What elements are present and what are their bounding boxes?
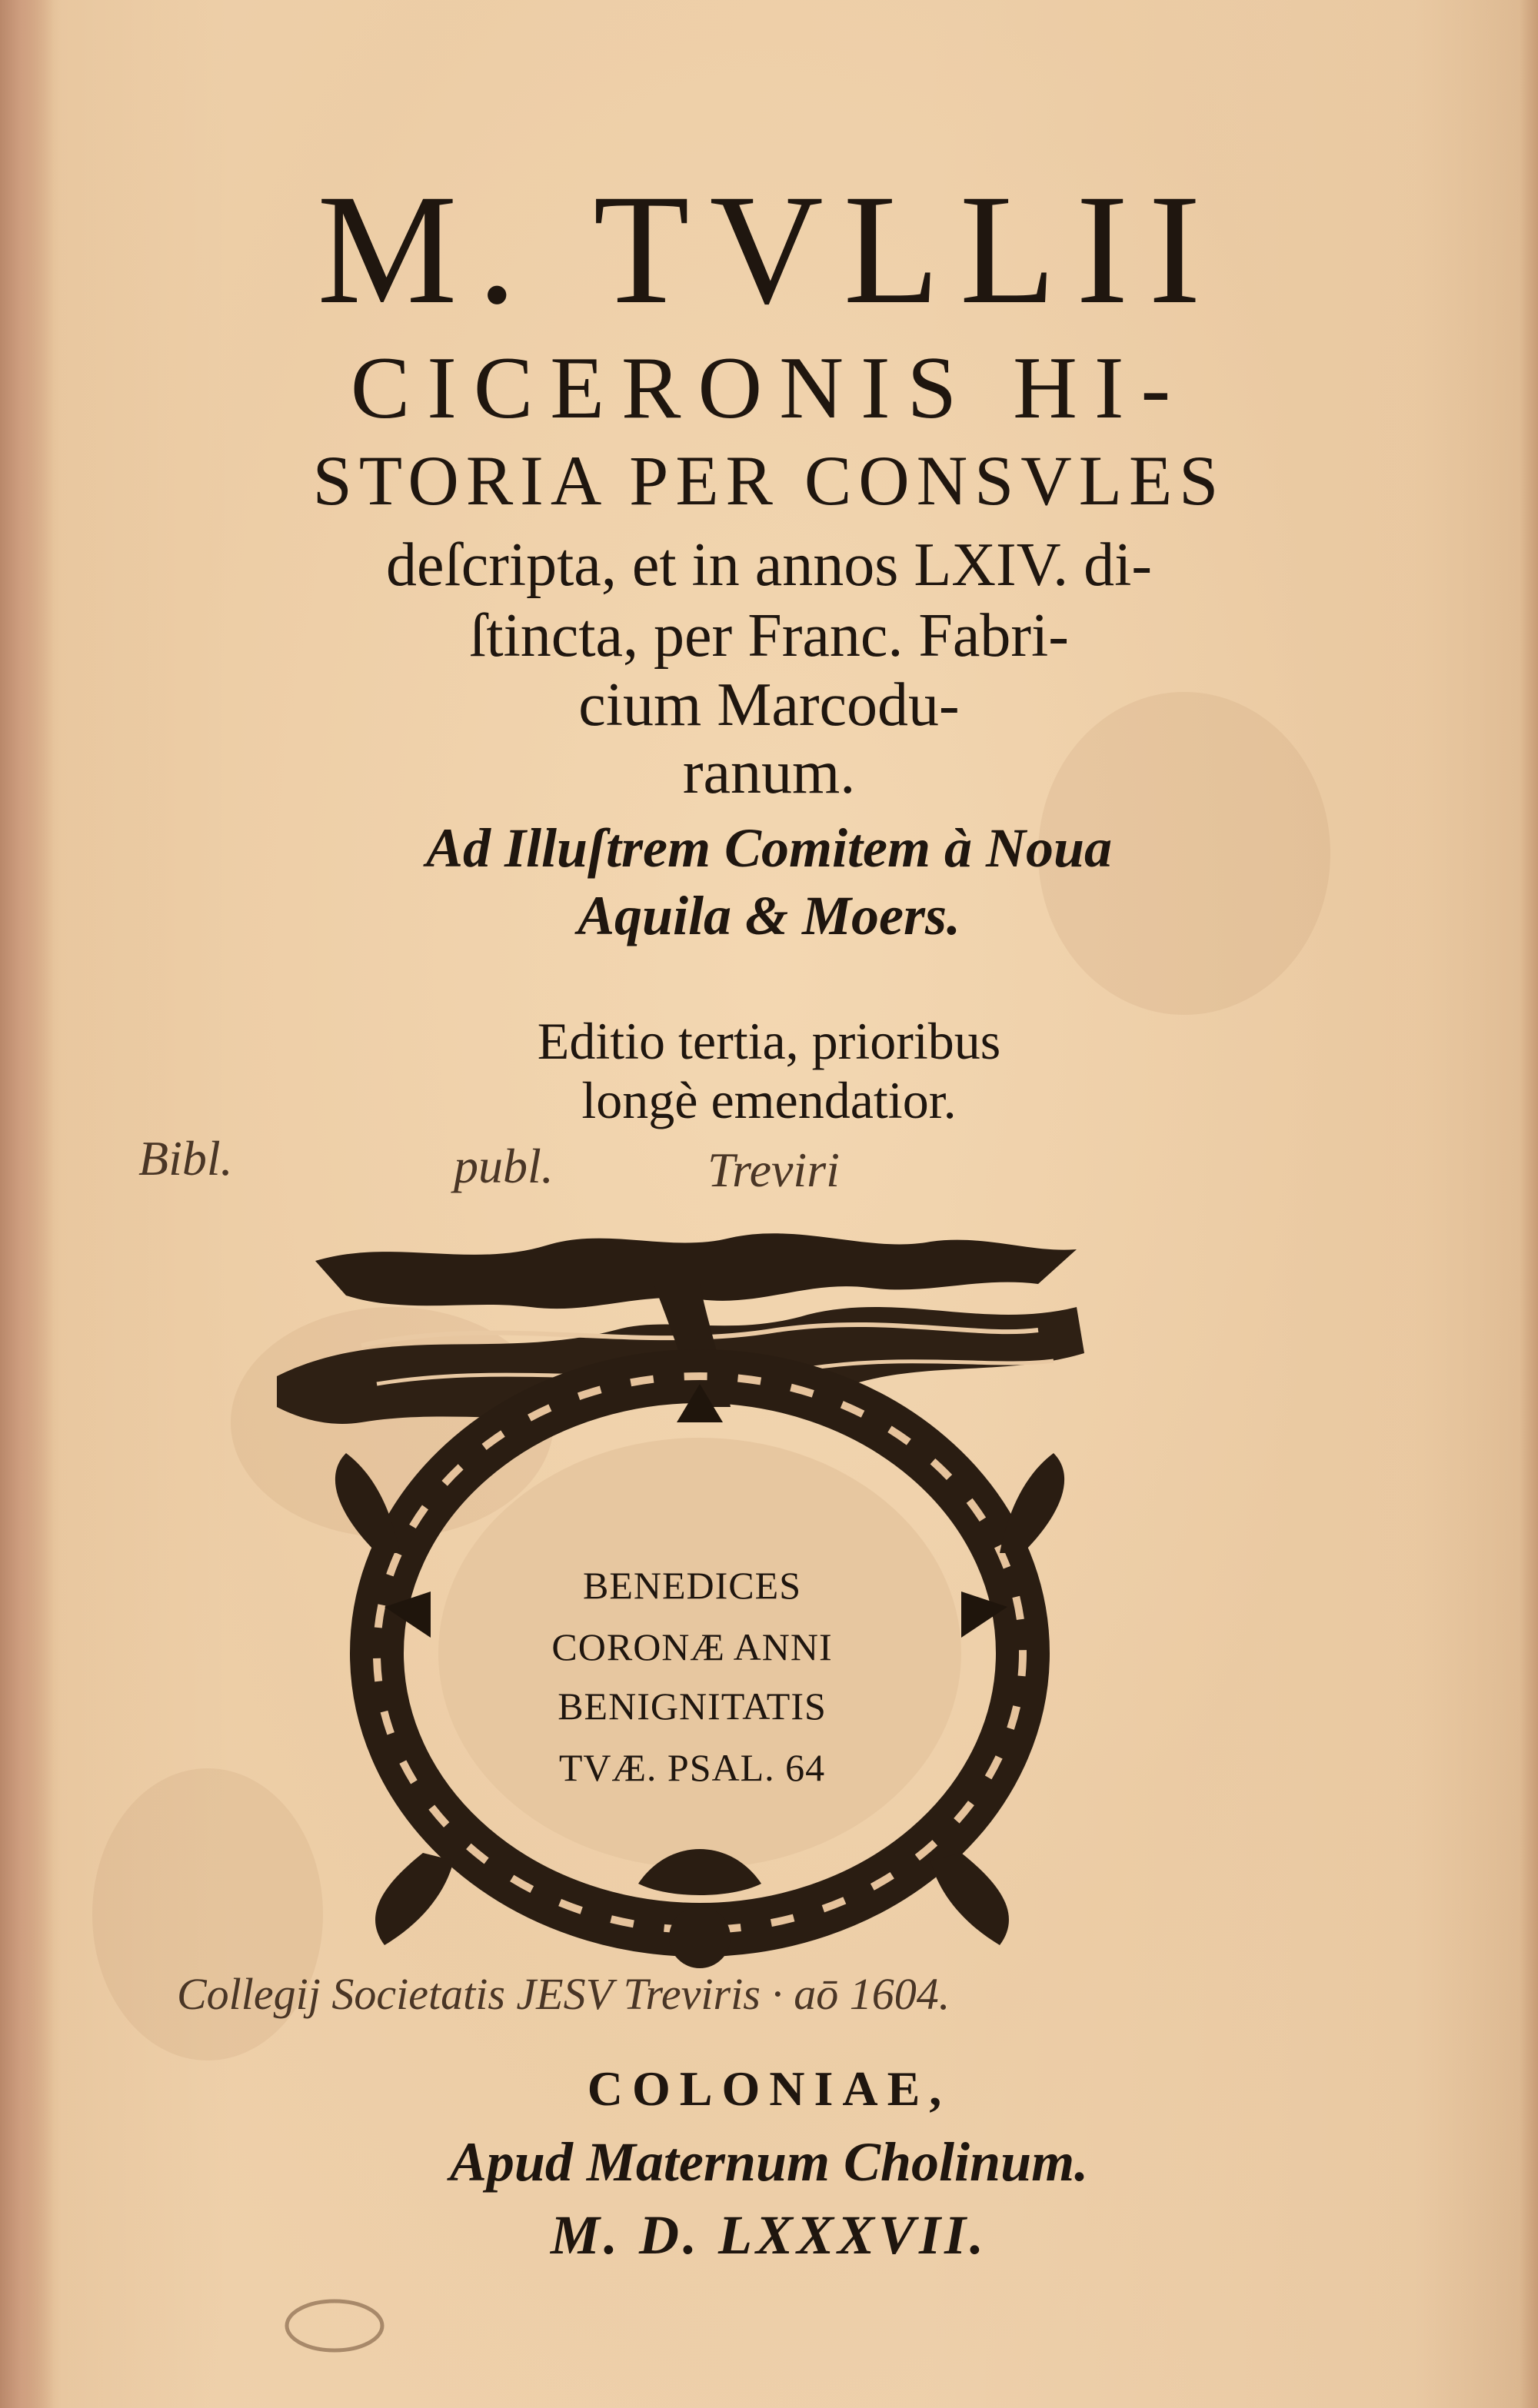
imprint-place: COLONIAE, xyxy=(587,2061,951,2116)
handwritten-note: publ. xyxy=(454,1139,554,1193)
device-motto-line: CORONÆ ANNI xyxy=(551,1625,833,1668)
body-line: cium Marcodu- xyxy=(578,671,960,739)
dedication-line: Ad Illuſtrem Comitem à Noua xyxy=(425,817,1113,879)
title-line-3: STORIA PER CONSVLES xyxy=(312,441,1226,520)
device-motto-line: BENEDICES xyxy=(583,1564,801,1607)
handwritten-note: Treviri xyxy=(707,1142,840,1197)
woodcut-illustration xyxy=(269,1222,1115,2007)
edition-line: Editio tertia, prioribus xyxy=(537,1012,1001,1070)
handwritten-note: Bibl. xyxy=(138,1131,233,1186)
title-line-2: CICERONIS HI- xyxy=(350,339,1188,437)
body-line: deſcripta, et in annos LXIV. di- xyxy=(385,531,1153,599)
dedication-line: Aquila & Moers. xyxy=(577,885,961,946)
title-line-1: M. TVLLII xyxy=(317,162,1221,337)
printers-device-woodcut xyxy=(269,1222,1115,2007)
device-motto-line: TVÆ. PSAL. 64 xyxy=(558,1746,826,1789)
body-line: ranum. xyxy=(682,739,856,807)
body-line: ſtincta, per Franc. Fabri- xyxy=(469,602,1069,670)
imprint-printer: Apud Maternum Cholinum. xyxy=(449,2131,1089,2193)
faded-stamp-mark xyxy=(277,2291,392,2360)
device-motto-line: BENIGNITATIS xyxy=(558,1685,827,1728)
imprint-date: M. D. LXXXVII. xyxy=(550,2204,988,2266)
handwritten-ownership-note: Collegij Societatis JESV Treviris · aō 1604. xyxy=(177,1969,950,2019)
edition-line: longè emendatior. xyxy=(581,1071,957,1129)
